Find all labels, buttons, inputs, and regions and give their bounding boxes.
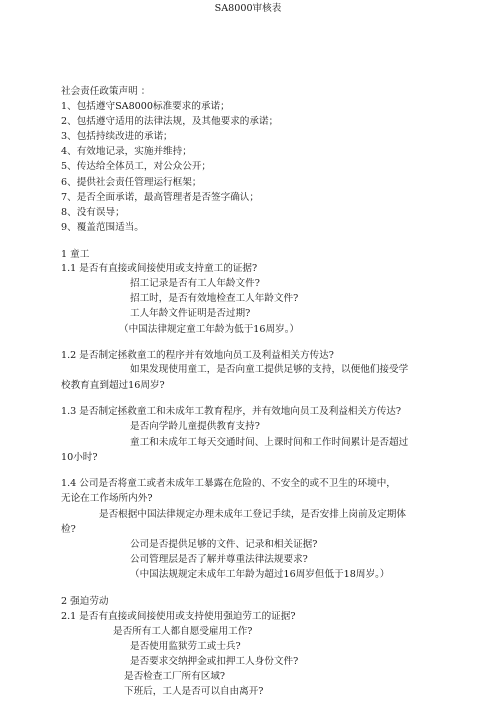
- sub-question-cont: 检?: [61, 523, 76, 535]
- statement-item: 7、是否全面承诺，最高管理者是否签字确认；: [61, 191, 259, 203]
- question: 1.1 是否有直接或间接使用或支持童工的证据?: [61, 262, 258, 274]
- question: 1.2 是否制定拯救童工的程序并有效地向员工及利益相关方传达?: [61, 350, 334, 362]
- sub-question: 是否使用监狱劳工或士兵?: [130, 641, 241, 653]
- sub-question: 童工和未成年工每天交通时间、上课时间和工作时间累计是否超过: [130, 436, 409, 448]
- statement-item: 3、包括持续改进的承诺；: [61, 131, 173, 142]
- statement-item: 6、提供社会责任管理运行框架；: [61, 176, 202, 188]
- question: 2.1 是否有直接或间接使用或支持使用强迫劳工的证据?: [61, 611, 296, 623]
- sub-question: 如果发现使用童工，是否向童工提供足够的支持，以便他们接受学: [130, 364, 409, 376]
- question: 1.4 公司是否将童工或者未成年工暴露在危险的、不安全的或不卫生的环境中，: [61, 478, 396, 490]
- sub-question: 是否所有工人都自愿受雇用工作?: [113, 626, 253, 638]
- statement-item: 9、覆盖范围适当。: [61, 222, 144, 234]
- question-cont: 无论在工作场所内外?: [61, 493, 153, 505]
- question: 1.3 是否制定拯救童工和未成年工教育程序，并有效地向员工及利益相关方传达?: [61, 406, 402, 418]
- sub-question: 公司管理层是否了解并尊重法律法规要求?: [130, 554, 308, 566]
- sub-question: 下班后，工人是否可以自由离开?: [124, 686, 264, 697]
- note: （中国法律规定童工年龄为低于16周岁。）: [119, 323, 300, 335]
- sub-question: 公司是否提供足够的文件、记录和相关证据?: [130, 539, 318, 550]
- sub-question-cont: 校教育直到超过16周岁?: [61, 379, 165, 391]
- sub-question: 招工时，是否有效地检查工人年龄文件?: [130, 293, 299, 305]
- sub-question: 是否检查工厂所有区域?: [124, 670, 226, 682]
- statement-item: 4、有效地记录，实施并维持；: [61, 146, 192, 158]
- sub-question: 工人年龄文件证明是否过期?: [130, 308, 251, 320]
- sub-question-cont: 10小时?: [61, 451, 98, 463]
- statement-item: 2、包括遵守适用的法律法规，及其他要求的承诺；: [61, 115, 279, 127]
- statement-item: 1、包括遵守SA8000标准要求的承诺；: [61, 100, 230, 112]
- sub-question: 是否向学龄儿童提供教育支持?: [130, 421, 260, 433]
- sub-question: 是否根据中国法律规定办理未成年工登记手续，是否安排上岗前及定期体: [99, 508, 406, 520]
- section-heading: 1 童工: [61, 248, 90, 260]
- document-title: SA8000审核表: [214, 3, 282, 14]
- sub-question: 是否要求交纳押金或扣押工人身份文件?: [130, 655, 299, 667]
- statement-item: 8、没有误导；: [61, 206, 125, 218]
- statement-item: 5、传达给全体员工，对公众公开；: [61, 161, 212, 173]
- note: （中国法规规定未成年工年龄为超过16周岁但低于18周岁。）: [130, 569, 390, 581]
- sub-question: 招工记录是否有工人年龄文件?: [130, 278, 260, 290]
- section-heading: 2 强迫劳动: [61, 595, 109, 607]
- statement-heading: 社会责任政策声明 ：: [61, 85, 151, 97]
